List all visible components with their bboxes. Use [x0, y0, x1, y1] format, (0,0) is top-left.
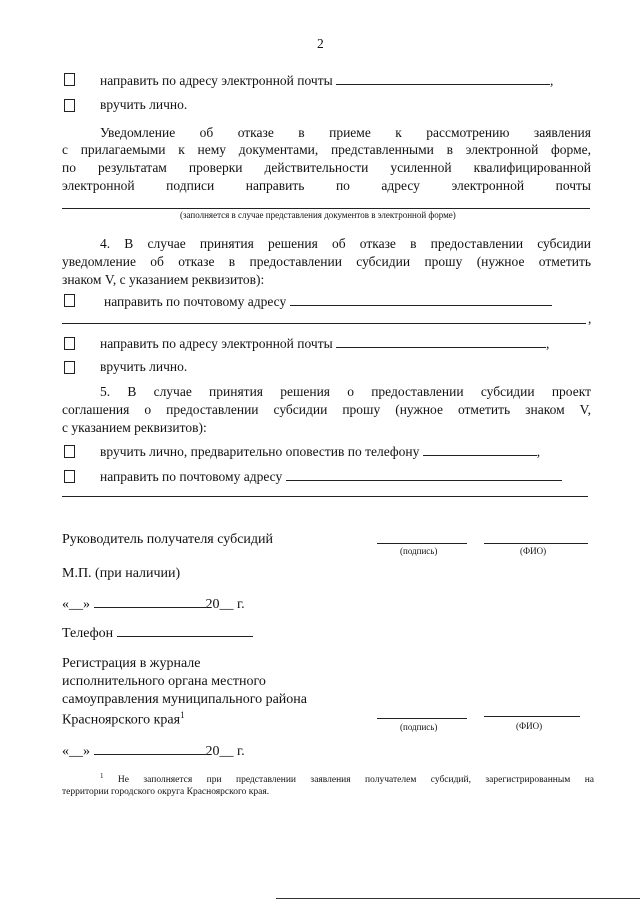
section5-line-2: соглашения о предоставлении субсидии прошу (нужное отметить знаком V,	[62, 402, 591, 417]
phone-row	[62, 624, 253, 642]
section4-line-1: 4. В случае принятия решения об отказе в предоставлении субсидии	[100, 236, 591, 251]
refusal-line-4: электронной подписи направить по адресу электронной почты	[62, 178, 591, 193]
section5-line-1: 5. В случае принятия решения о предоставлении субсидии проект	[100, 384, 591, 399]
date-row-1: «__» 20__ г.	[62, 597, 245, 612]
option-post-5-label: направить по почтовому адресу	[100, 469, 283, 484]
post-5-field-line2[interactable]	[62, 496, 588, 497]
section4-line-3: знаком V, с указанием реквизитов):	[62, 272, 265, 287]
footnote-mark: 1	[100, 772, 104, 780]
refusal-note: (заполняется в случае представления документов в электронной форме)	[180, 210, 456, 220]
checkbox-post-4[interactable]	[64, 294, 75, 307]
refusal-line-1: Уведомление об отказе в приеме к рассмотрению заявления	[100, 125, 591, 140]
checkbox-phone-5[interactable]	[64, 445, 75, 458]
post-5-field[interactable]	[286, 468, 562, 481]
option-post-4	[104, 293, 552, 310]
phone-label: Телефон	[62, 626, 114, 641]
head-fio-field[interactable]	[484, 543, 588, 544]
registration-sign-caption: (подпись)	[400, 722, 438, 732]
option-email-1: направить по адресу электронной почты ,	[100, 73, 554, 88]
section5-line-3: с указанием реквизитов):	[62, 420, 207, 435]
head-fio-caption: (ФИО)	[520, 546, 547, 556]
page-number: 2	[317, 36, 324, 51]
footnote-line-2: территории городского округа Красноярского края.	[62, 787, 270, 797]
option-hand-4-label: вручить лично.	[100, 359, 188, 374]
registration-line-3: самоуправления муниципального района	[62, 692, 308, 707]
option-email-4: направить по адресу электронной почты ,	[100, 336, 550, 351]
registration-fio-caption: (ФИО)	[516, 721, 543, 731]
option-email-4-label: направить по адресу электронной почты	[100, 336, 333, 351]
head-sign-caption: (подпись)	[400, 546, 438, 556]
stamp-label: М.П. (при наличии)	[62, 566, 181, 581]
option-phone-5: вручить лично, предварительно оповестив по телефону ,	[100, 444, 541, 459]
section4-line-2: уведомление об отказе в предоставлении субсидии прошу (нужное отметить	[62, 254, 591, 269]
registration-fio-field[interactable]	[484, 716, 580, 717]
checkbox-post-5[interactable]	[64, 470, 75, 483]
head-label: Руководитель получателя субсидий	[62, 532, 274, 547]
checkbox-hand-1[interactable]	[64, 99, 75, 112]
bottom-rule	[276, 898, 640, 899]
checkbox-email-4[interactable]	[64, 337, 75, 350]
checkbox-hand-4[interactable]	[64, 361, 75, 374]
option-phone-5-label: вручить лично, предварительно оповестив по телефону	[100, 444, 420, 459]
option-post-5	[100, 468, 562, 485]
email-4-field[interactable]	[336, 335, 546, 348]
footnote-line-1: $^1$ Не заполняется при представлении заявления получателем субсидий, зарегистрированным на	[100, 772, 594, 786]
option-email-1-label: направить по адресу электронной почты	[100, 73, 333, 88]
phone-5-field[interactable]	[423, 443, 537, 456]
post-4-field-line2[interactable]	[62, 323, 586, 324]
registration-line-1: Регистрация в журнале	[62, 656, 201, 671]
phone-field[interactable]	[117, 624, 253, 637]
email-1-field[interactable]	[336, 72, 550, 85]
refusal-line-2: с прилагаемыми к нему документами, представленными в электронной форме,	[62, 142, 591, 157]
option-hand-1-label: вручить лично.	[100, 97, 188, 112]
refusal-line-3: по результатам проверки действительности усиленной квалифицированной	[62, 160, 591, 175]
head-sign-field[interactable]	[377, 543, 467, 544]
refusal-email-field[interactable]	[62, 208, 590, 209]
option-post-4-label: направить по почтовому адресу	[104, 294, 287, 309]
registration-sign-field[interactable]	[377, 718, 467, 719]
registration-line-4: Красноярского края$^1$	[62, 710, 185, 728]
checkbox-email-1[interactable]	[64, 73, 75, 86]
date-2-field[interactable]	[94, 742, 206, 755]
registration-footnote-mark: 1	[180, 710, 185, 720]
date-1-field[interactable]	[94, 595, 206, 608]
registration-line-2: исполнительного органа местного	[62, 674, 266, 689]
post-4-field[interactable]	[290, 293, 552, 306]
date-row-2: «__» 20__ г.	[62, 744, 245, 759]
